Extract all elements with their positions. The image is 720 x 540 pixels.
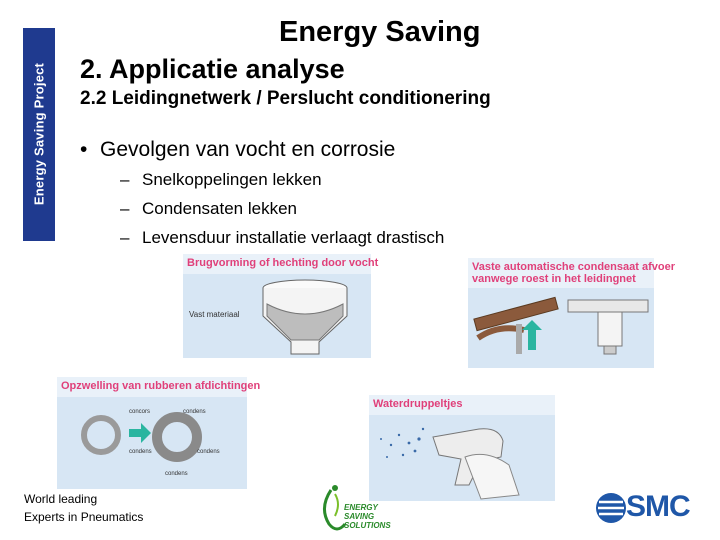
- list-item-text: Condensaten lekken: [142, 199, 298, 218]
- wordmark-line: SAVING: [344, 512, 375, 521]
- subsection-title: 2.2 Leidingnetwerk / Perslucht conditionering: [80, 88, 491, 109]
- panel-caption-line2: vanwege roest in het leidingnet: [472, 273, 636, 285]
- main-bullet-text: Gevolgen van vocht en corrosie: [100, 138, 396, 161]
- panel-caption: Vaste automatische condensaat afvoer: [472, 261, 675, 273]
- section-title: 2. Applicatie analyse: [80, 54, 345, 84]
- list-item-text: Levensduur installatie verlaagt drastisch: [142, 228, 445, 247]
- panel-caption: Waterdruppeltjes: [373, 398, 463, 410]
- bullet-marker: •: [80, 138, 88, 161]
- ring-label: condens: [165, 471, 188, 477]
- dash-marker: –: [120, 199, 130, 218]
- footer-line: Experts in Pneumatics: [24, 510, 144, 524]
- sub-bullet-list: [120, 170, 444, 257]
- wordmark-line: ENERGY: [344, 503, 378, 512]
- footer-tagline: [24, 490, 143, 526]
- panel-caption: Brugvorming of hechting door vocht: [187, 257, 379, 269]
- slide-title: Energy Saving: [279, 16, 481, 48]
- ring-label: condens: [197, 449, 220, 455]
- illustration-seal-swelling: [57, 377, 261, 489]
- list-item: [120, 228, 444, 257]
- illustration-condensate-drain: [468, 258, 675, 368]
- illustration-bridging: [183, 254, 379, 358]
- smc-wordmark: SMC: [626, 490, 690, 523]
- sidebar-label: Energy Saving Project: [31, 62, 47, 206]
- ring-label: condens: [183, 409, 206, 415]
- energy-saving-wordmark: [344, 503, 391, 530]
- rings-icon: [57, 377, 247, 489]
- footer-line: World leading: [24, 492, 98, 506]
- pipe-filter-icon: [468, 258, 654, 368]
- list-item-text: Snelkoppelingen lekken: [142, 170, 322, 189]
- dash-marker: –: [120, 170, 130, 189]
- main-bullet: [80, 138, 396, 162]
- list-item: [120, 170, 444, 199]
- ring-label: concors: [129, 409, 151, 415]
- hopper-icon: [183, 254, 371, 358]
- panel-caption: Opzwelling van rubberen afdichtingen: [61, 380, 261, 392]
- dash-marker: –: [120, 228, 130, 247]
- panel-label: Vast materiaal: [189, 310, 240, 319]
- list-item: [120, 199, 444, 228]
- sidebar-banner: [23, 28, 55, 241]
- wordmark-line: SOLUTIONS: [344, 521, 391, 530]
- ring-label: condens: [129, 449, 152, 455]
